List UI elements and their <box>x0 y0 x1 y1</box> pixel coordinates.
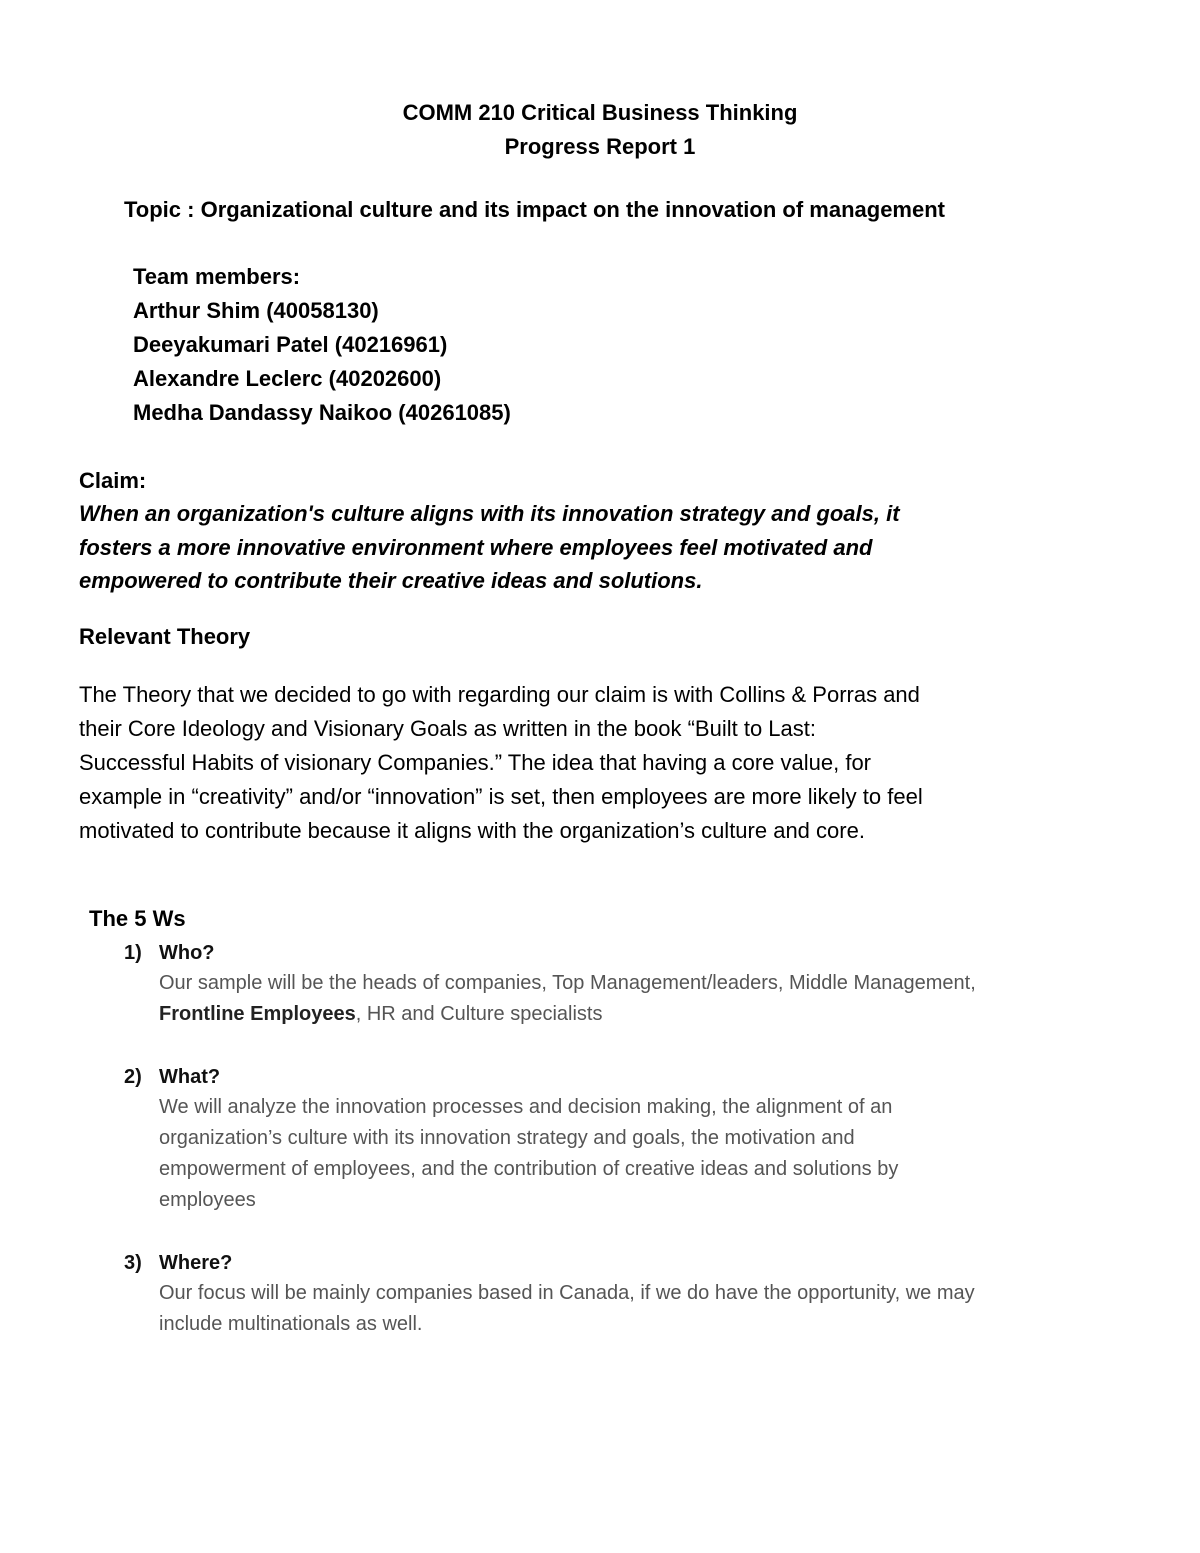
theory-line: Successful Habits of visionary Companies.” The idea that having a core value, for <box>79 750 871 775</box>
report-title: Progress Report 1 <box>504 134 696 159</box>
ws-question <box>124 1062 1134 1092</box>
ws-item-who <box>124 938 1134 1030</box>
claim-text <box>79 497 1139 598</box>
ws-number: 3) <box>124 1252 142 1274</box>
theory-paragraph <box>79 678 1129 848</box>
ws-answer-line: empowerment of employees, and the contribution of creative ideas and solutions by <box>159 1158 899 1180</box>
team-members-block <box>133 260 511 430</box>
team-member: Medha Dandassy Naikoo (40261085) <box>133 400 511 425</box>
ws-answer <box>159 1278 1134 1340</box>
ws-question <box>124 938 1134 968</box>
ws-question <box>124 1248 1134 1278</box>
ws-answer-line: We will analyze the innovation processes and decision making, the alignment of an <box>159 1096 893 1118</box>
ws-answer-rest: , HR and Culture specialists <box>355 1003 603 1025</box>
claim-line: fosters a more innovative environment where employees feel motivated and <box>79 534 873 560</box>
theory-line: motivated to contribute because it aligns with the organization’s culture and core. <box>79 818 865 843</box>
ws-answer-line: organization’s culture with its innovation strategy and goals, the motivation and <box>159 1127 855 1149</box>
ws-answer-line <box>159 999 1134 1030</box>
theory-line: their Core Ideology and Visionary Goals as written in the book “Built to Last: <box>79 716 816 741</box>
ws-item-what <box>124 1062 1134 1216</box>
ws-question-text: Who? <box>159 942 215 964</box>
ws-number: 2) <box>124 1066 142 1088</box>
ws-answer-line: Our sample will be the heads of companies, Top Management/leaders, Middle Management, <box>159 972 976 994</box>
ws-answer <box>159 968 1134 1030</box>
topic-line: Topic : Organizational culture and its impact on the innovation of management <box>124 197 945 222</box>
ws-answer <box>159 1092 1134 1216</box>
team-member: Alexandre Leclerc (40202600) <box>133 366 442 391</box>
ws-item-where <box>124 1248 1134 1340</box>
ws-answer-bold: Frontline Employees <box>159 1003 356 1025</box>
course-title: COMM 210 Critical Business Thinking <box>402 100 798 125</box>
team-members-label: Team members: <box>133 264 301 289</box>
claim-line: empowered to contribute their creative ideas and solutions. <box>79 568 703 593</box>
claim-line: When an organization's culture aligns with its innovation strategy and goals, it <box>79 501 900 526</box>
theory-line: The Theory that we decided to go with regarding our claim is with Collins & Porras and <box>79 682 920 707</box>
five-ws-heading: The 5 Ws <box>89 906 186 931</box>
ws-answer-line: Our focus will be mainly companies based in Canada, if we do have the opportunity, we may <box>159 1282 975 1304</box>
ws-question-text: Where? <box>159 1252 233 1274</box>
ws-number: 1) <box>124 942 142 964</box>
theory-line: example in “creativity” and/or “innovation” is set, then employees are more likely to feel <box>79 784 923 809</box>
relevant-theory-heading: Relevant Theory <box>79 624 251 649</box>
team-member: Deeyakumari Patel (40216961) <box>133 332 448 357</box>
ws-answer-line: employees <box>159 1189 256 1211</box>
ws-question-text: What? <box>159 1066 221 1088</box>
claim-label: Claim: <box>79 468 147 493</box>
ws-answer-line: include multinationals as well. <box>159 1313 423 1335</box>
team-member: Arthur Shim (40058130) <box>133 298 379 323</box>
